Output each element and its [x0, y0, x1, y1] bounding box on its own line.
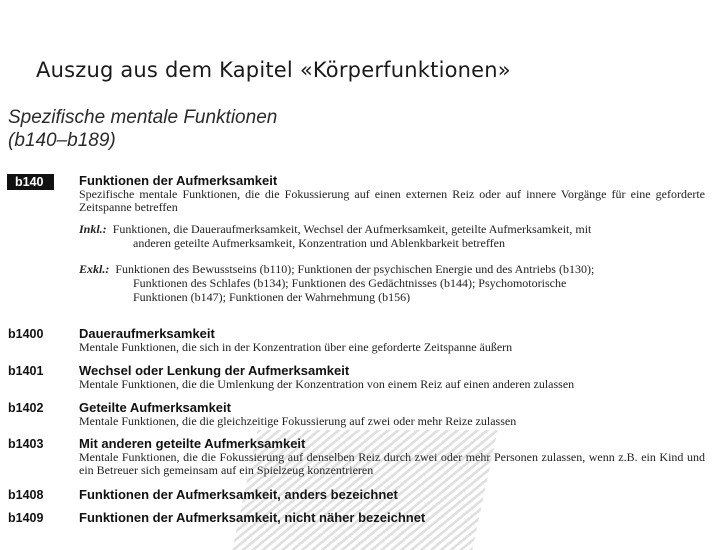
exkl-line-1: Funktionen des Bewusstseins (b110); Funktionen der psychischen Energie und des Antriebs (b130);	[115, 262, 595, 276]
entry-title: Mit anderen geteilte Aufmerksamkeit	[79, 436, 306, 451]
watermark	[232, 430, 498, 550]
entry-description: Mentale Funktionen, die die gleichzeitige Fokussierung auf zwei oder mehr Reize zulassen	[79, 414, 517, 428]
entry-description: Mentale Funktionen, die sich in der Konzentration über eine geforderte Zeitspanne äußern	[79, 340, 513, 354]
code-b1402: b1402	[8, 401, 44, 415]
entry-b1400	[79, 326, 705, 354]
code-b1400: b1400	[8, 327, 44, 341]
code-b1401: b1401	[8, 364, 44, 378]
entry-b140	[79, 173, 705, 214]
code-b1408: b1408	[8, 488, 44, 502]
exkl-label: Exkl.:	[79, 262, 110, 276]
code-b1409: b1409	[8, 511, 44, 525]
exkl-line-2: Funktionen des Schlafes (b134); Funktionen des Gedächtnisses (b144); Psychomotorische	[133, 276, 567, 290]
entry-title: Geteilte Aufmerksamkeit	[79, 400, 231, 415]
entry-description: Mentale Funktionen, die die Umlenkung der Konzentration von einem Reiz auf einen anderen zulassen	[79, 377, 575, 391]
section-heading	[8, 106, 277, 152]
exkl-line-3: Funktionen (b147); Funktionen der Wahrnehmung (b156)	[133, 290, 411, 304]
entry-title: Funktionen der Aufmerksamkeit	[79, 173, 278, 188]
section-range: (b140–b189)	[8, 130, 116, 151]
exclusions	[79, 262, 705, 304]
code-b140: b140	[7, 174, 54, 190]
entry-title: Daueraufmerksamkeit	[79, 326, 215, 341]
slide-title: Auszug aus dem Kapitel «Körperfunktionen»	[36, 58, 511, 82]
entry-title: Wechsel oder Lenkung der Aufmerksamkeit	[79, 363, 350, 378]
entry-description: Mentale Funktionen, die die Fokussierung auf denselben Reiz durch zwei oder mehr Personen zulassen, wenn z.B. ein Kind und ein Betreuer sich gemeinsam auf ein Spielzeug konzentrieren	[79, 450, 705, 477]
inkl-label: Inkl.:	[79, 222, 107, 236]
entry-title: Funktionen der Aufmerksamkeit, nicht näher bezeichnet	[79, 510, 426, 525]
section-title: Spezifische mentale Funktionen	[8, 107, 278, 128]
entry-b1402	[79, 400, 705, 428]
entry-b1401	[79, 363, 705, 391]
inkl-line-1: Funktionen, die Daueraufmerksamkeit, Wechsel der Aufmerksamkeit, geteilte Aufmerksamkeit, mit	[112, 222, 592, 236]
entry-title: Funktionen der Aufmerksamkeit, anders bezeichnet	[79, 487, 398, 502]
entry-description: Spezifische mentale Funktionen, die die Fokussierung auf einen externen Reiz oder auf innere Vorgänge für eine geforderte Zeitspanne betreffen	[79, 187, 705, 214]
code-b1403: b1403	[8, 437, 44, 451]
inclusions	[79, 222, 705, 250]
inkl-line-2: anderen geteilte Aufmerksamkeit, Konzentration und Ablenkbarkeit betreffen	[133, 236, 505, 250]
